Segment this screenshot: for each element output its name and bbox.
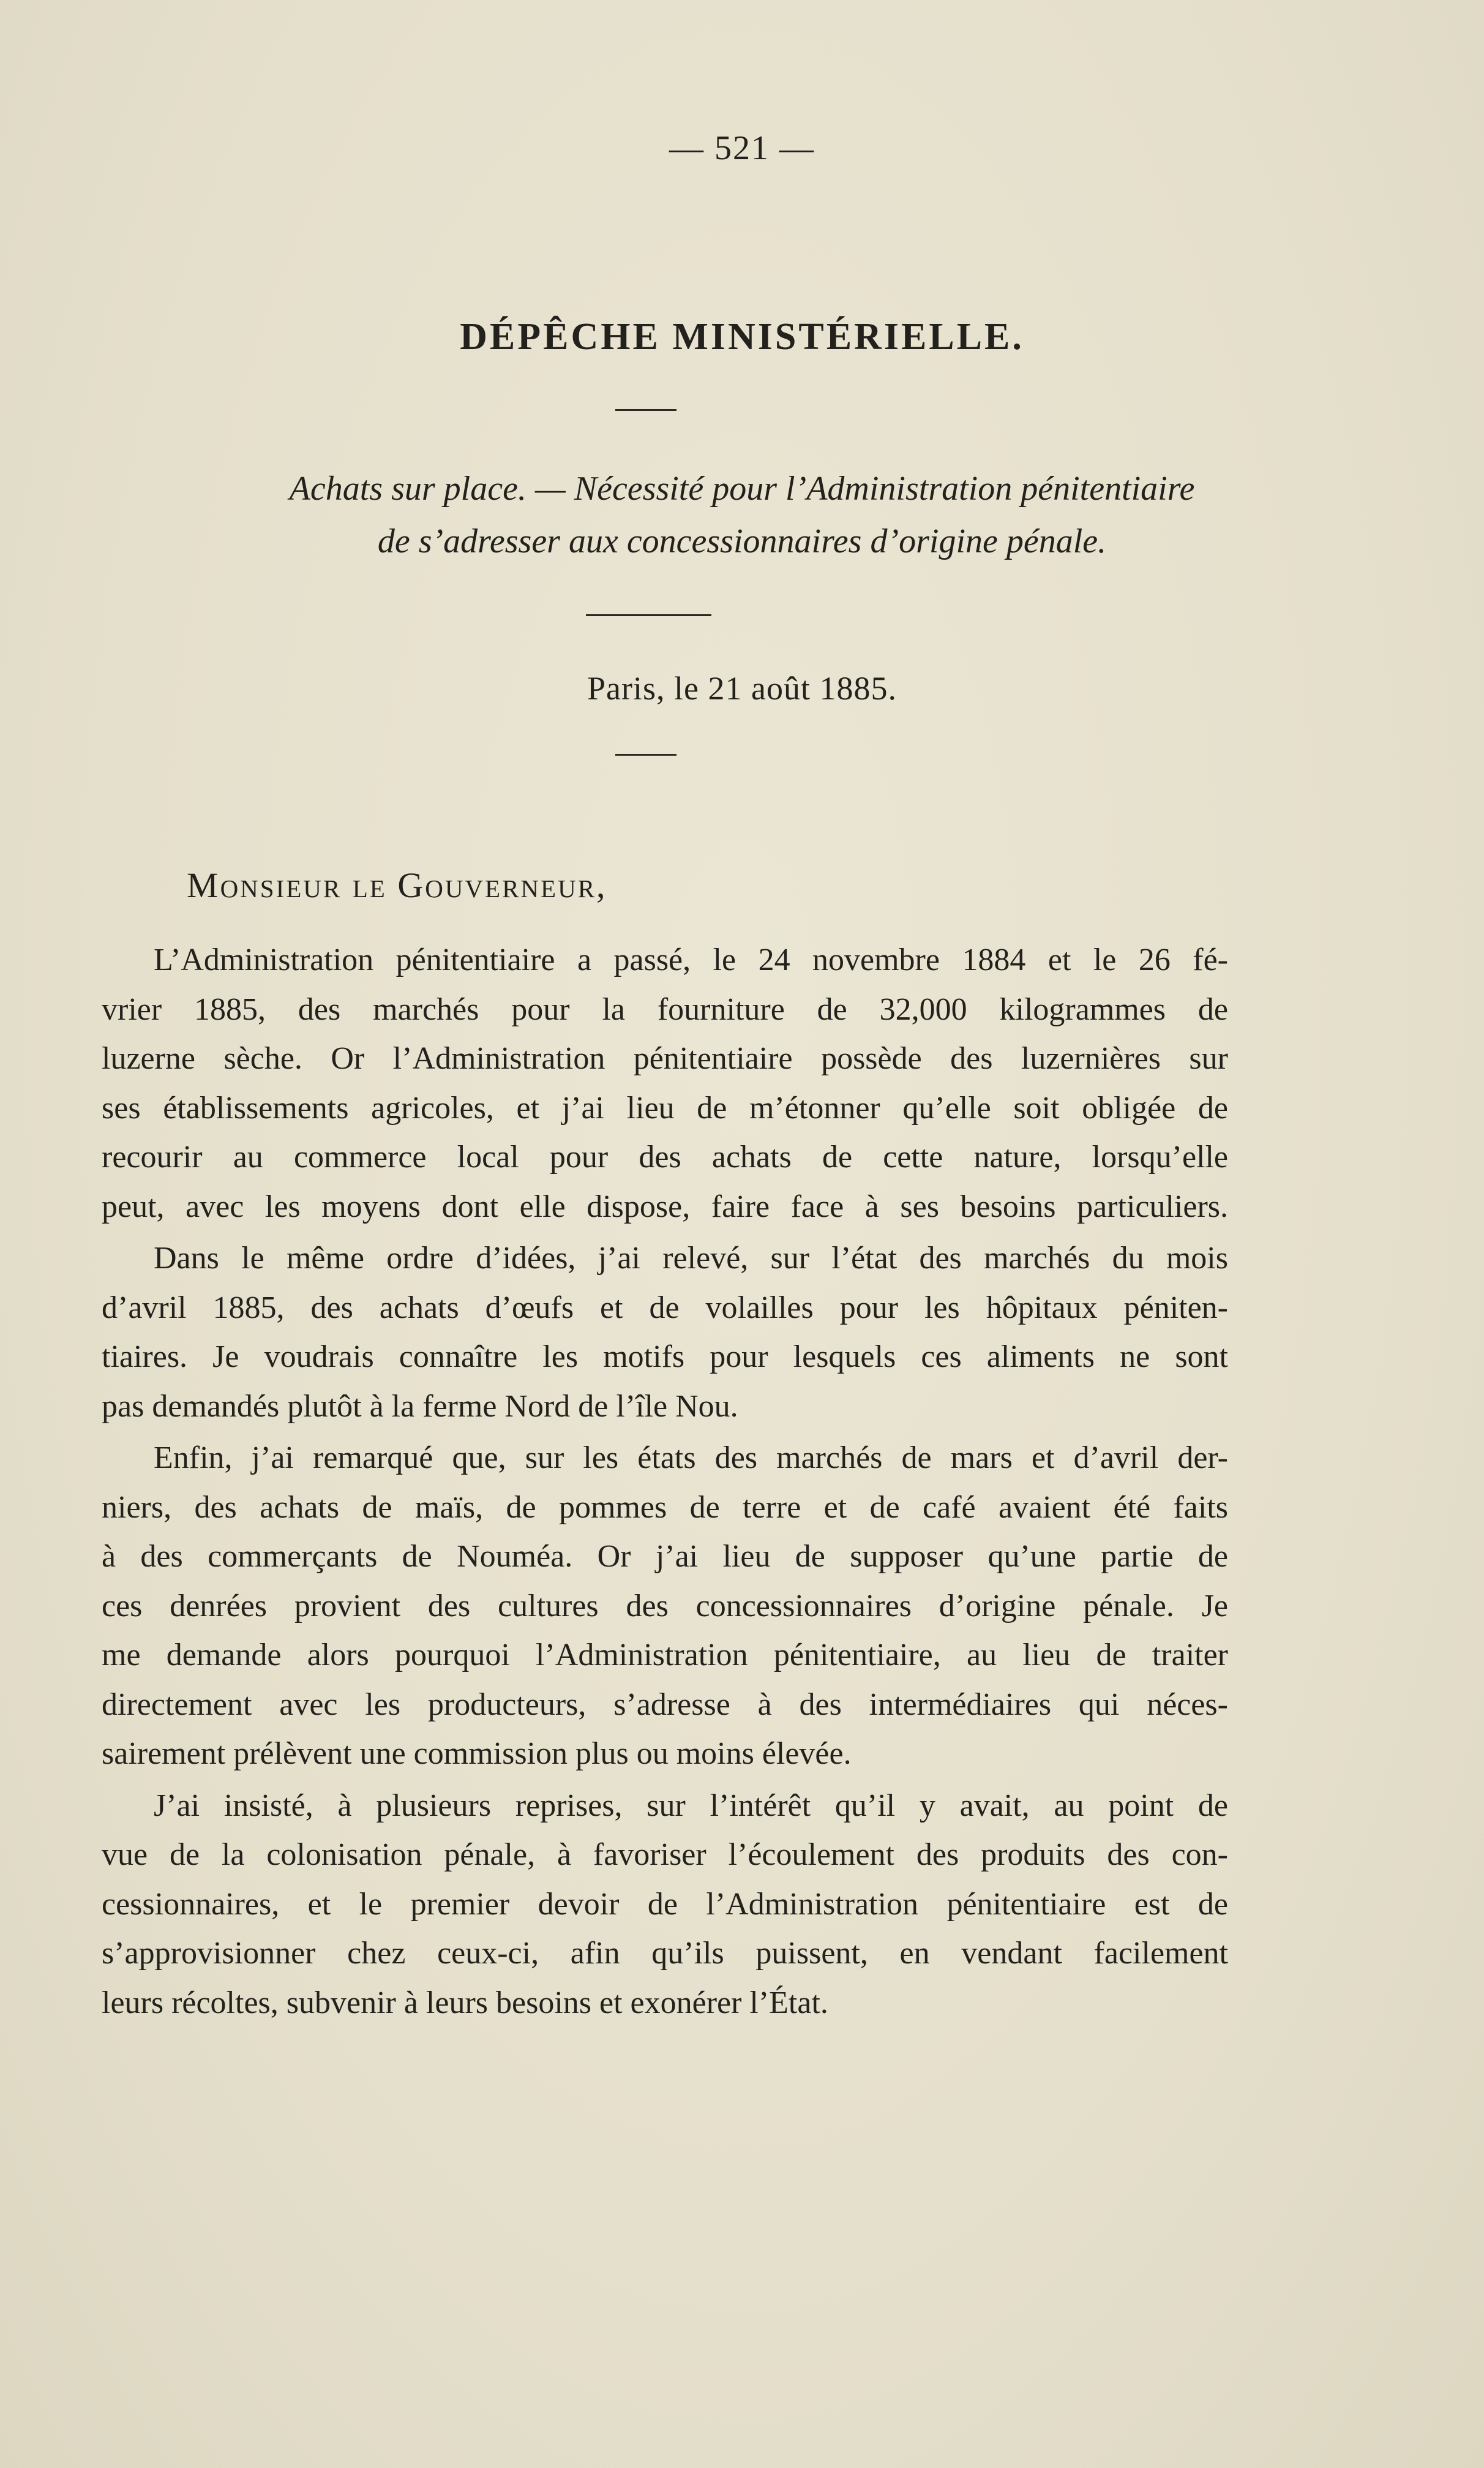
subject-block: [0, 462, 1484, 568]
text-line: tiaires. Je voudrais connaître les motifs pour lesquels ces aliments ne sont: [102, 1339, 1228, 1374]
text-line: L’Administration pénitentiaire a passé, le 24 novembre 1884 et le 26 fé-: [154, 942, 1228, 977]
text-line: d’avril 1885, des achats d’œufs et de volailles pour les hôpitaux péniten-: [102, 1290, 1228, 1325]
subject-line-1: Achats sur place. — Nécessité pour l’Administration pénitentiaire: [289, 470, 1195, 508]
paragraph: [102, 936, 1228, 1232]
text-line: me demande alors pourquoi l’Administration pénitentiaire, au lieu de traiter: [102, 1638, 1228, 1672]
paragraph: [102, 1434, 1228, 1779]
document-heading: DÉPÊCHE MINISTÉRIELLE.: [460, 316, 1024, 358]
text-line: ces denrées provient des cultures des concessionnaires d’origine pénale. Je: [102, 1588, 1228, 1623]
text-line: s’approvisionner chez ceux-ci, afin qu’ils puissent, en vendant facilement: [102, 1936, 1228, 1971]
paragraph: [102, 1234, 1228, 1431]
text-line: peut, avec les moyens dont elle dispose, faire face à ses besoins particuliers.: [102, 1189, 1228, 1224]
text-line: leurs récoltes, subvenir à leurs besoins et exonérer l’État.: [102, 1985, 828, 2020]
salutation: Monsieur le Gouverneur,: [187, 865, 607, 905]
subject-line-2: de s’adresser aux concessionnaires d’origine pénale.: [377, 522, 1107, 560]
divider-rule: [586, 614, 711, 616]
text-line: sairement prélèvent une commission plus ou moins élevée.: [102, 1736, 852, 1771]
text-line: J’ai insisté, à plusieurs reprises, sur l’intérêt qu’il y avait, au point de: [154, 1788, 1228, 1823]
text-line: directement avec les producteurs, s’adresse à des intermédiaires qui néces-: [102, 1687, 1228, 1722]
text-line: luzerne sèche. Or l’Administration pénitentiaire possède des luzernières sur: [102, 1041, 1228, 1076]
divider-rule: [615, 409, 676, 411]
text-line: recourir au commerce local pour des achats de cette nature, lorsqu’elle: [102, 1140, 1228, 1175]
divider-rule: [615, 754, 676, 756]
dateline: Paris, le 21 août 1885.: [587, 670, 897, 707]
text-line: vrier 1885, des marchés pour la fourniture de 32,000 kilogrammes de: [102, 991, 1228, 1027]
text-line: Enfin, j’ai remarqué que, sur les états des marchés de mars et d’avril der-: [154, 1440, 1228, 1475]
text-line: pas demandés plutôt à la ferme Nord de l’île Nou.: [102, 1388, 738, 1424]
text-line: ses établissements agricoles, et j’ai lieu de m’étonner qu’elle soit obligée de: [102, 1090, 1228, 1126]
page-number: — 521 —: [669, 129, 815, 167]
text-line: à des commerçants de Nouméa. Or j’ai lieu de supposer qu’une partie de: [102, 1539, 1228, 1574]
text-line: vue de la colonisation pénale, à favoriser l’écoulement des produits des con-: [102, 1837, 1228, 1872]
text-line: niers, des achats de maïs, de pommes de terre et de café avaient été faits: [102, 1489, 1228, 1525]
text-line: Dans le même ordre d’idées, j’ai relevé, sur l’état des marchés du mois: [154, 1241, 1228, 1276]
text-line: cessionnaires, et le premier devoir de l’Administration pénitentiaire est de: [102, 1886, 1228, 1922]
paragraph: [102, 1781, 1228, 2028]
letter-body: [102, 936, 1228, 2030]
